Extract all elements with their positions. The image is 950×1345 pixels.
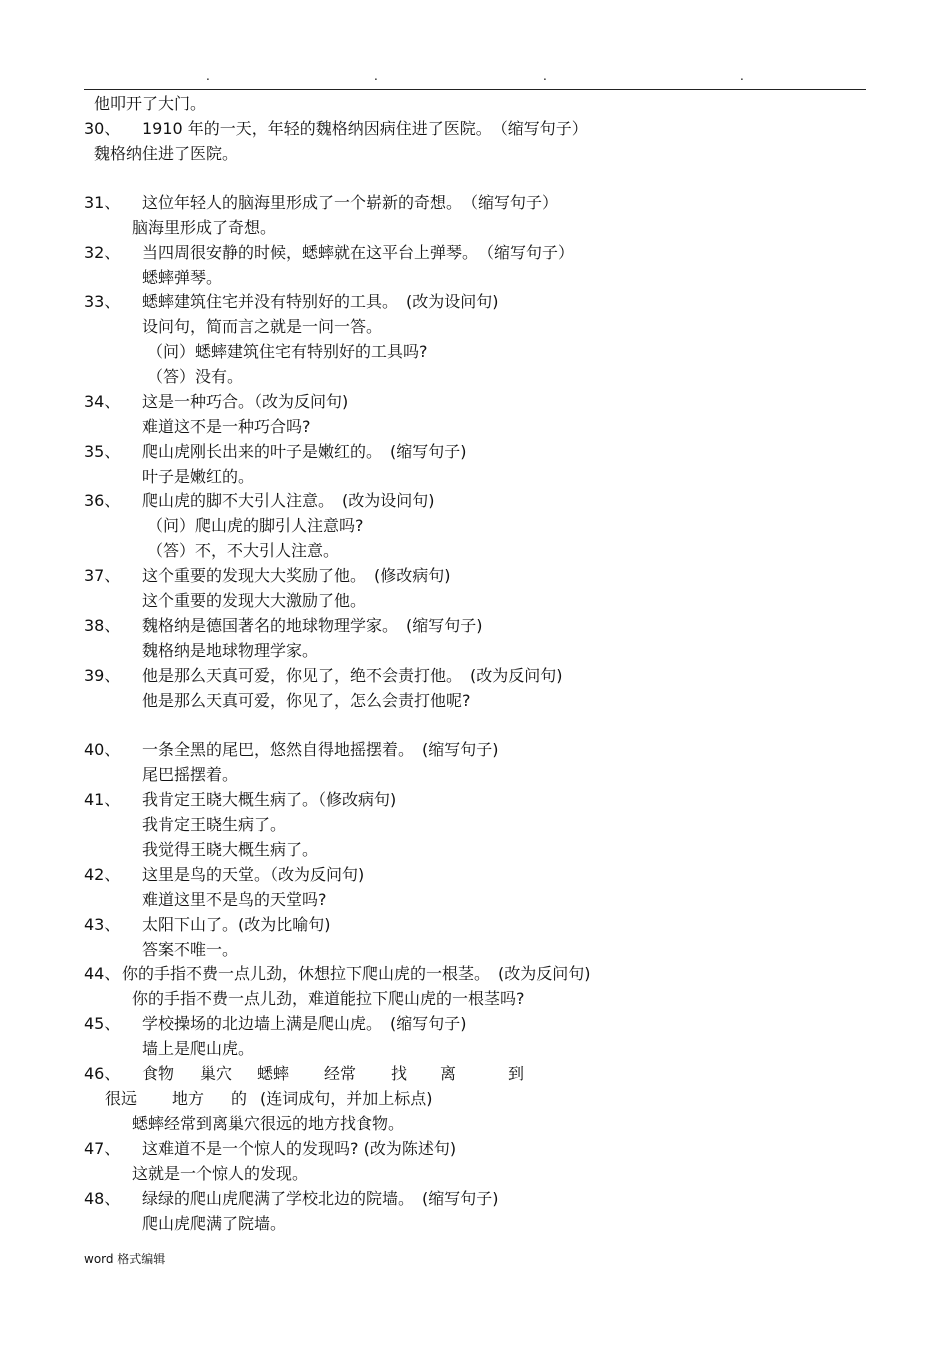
question-number: 46、 <box>84 1064 121 1083</box>
question-text: 这个重要的发现大大奖励了他。 (修改病句) <box>142 566 451 585</box>
answer-line: 魏格纳是地球物理学家。 <box>142 641 319 660</box>
question-number: 31、 <box>84 193 121 212</box>
answer-line: （答）不，不大引人注意。 <box>147 541 340 560</box>
question-instruction: (连词成句，并加上标点) <box>260 1089 433 1108</box>
header-dot: . <box>374 69 378 83</box>
question-number: 38、 <box>84 616 121 635</box>
word-token: 很远 <box>105 1089 138 1108</box>
continuation-line: 他叩开了大门。 <box>94 94 207 113</box>
answer-line: 他是那么天真可爱，你见了，怎么会责打他呢? <box>142 691 471 710</box>
question-number: 48、 <box>84 1189 121 1208</box>
answer-line: 尾巴摇摆着。 <box>142 765 239 784</box>
question-text: 绿绿的爬山虎爬满了学校北边的院墙。 (缩写句子) <box>142 1189 499 1208</box>
question-text: 1910 年的一天，年轻的魏格纳因病住进了医院。 （缩写句子） <box>142 119 588 138</box>
answer-line: 叶子是嫩红的。 <box>142 467 255 486</box>
question-text: 我肯定王晓大概生病了。（修改病句) <box>142 790 397 809</box>
question-text: 这里是鸟的天堂。（改为反问句) <box>142 865 365 884</box>
question-text: 这难道不是一个惊人的发现吗? (改为陈述句) <box>142 1139 457 1158</box>
answer-line: 爬山虎爬满了院墙。 <box>142 1214 287 1233</box>
answer-line: 脑海里形成了奇想。 <box>132 218 277 237</box>
header-dots <box>84 70 866 82</box>
answer-line: （问）爬山虎的脚引人注意吗? <box>147 516 364 535</box>
question-number: 43、 <box>84 915 121 934</box>
question-number: 30、 <box>84 119 121 138</box>
question-text: 魏格纳是德国著名的地球物理学家。 (缩写句子) <box>142 616 483 635</box>
word-token: 巢穴 <box>200 1064 233 1083</box>
question-number: 39、 <box>84 666 121 685</box>
question-number: 37、 <box>84 566 121 585</box>
question-number: 40、 <box>84 740 121 759</box>
answer-line: 蟋蟀弹琴。 <box>142 268 223 287</box>
question-number: 41、 <box>84 790 121 809</box>
question-number: 33、 <box>84 292 121 311</box>
question-text: 当四周很安静的时候，蟋蟀就在这平台上弹琴。 （缩写句子） <box>142 243 575 262</box>
question-text: 这位年轻人的脑海里形成了一个崭新的奇想。 （缩写句子） <box>142 193 559 212</box>
question-number: 36、 <box>84 491 121 510</box>
question-number: 35、 <box>84 442 121 461</box>
answer-line: 难道这里不是鸟的天堂吗? <box>142 890 327 909</box>
answer-line: 墙上是爬山虎。 <box>142 1039 255 1058</box>
answer-line: 我肯定王晓生病了。 <box>142 815 287 834</box>
answer-line: （问）蟋蟀建筑住宅有特别好的工具吗? <box>147 342 428 361</box>
answer-line: 蟋蟀经常到离巢穴很远的地方找食物。 <box>132 1114 405 1133</box>
word-token: 食物 <box>142 1064 175 1083</box>
word-token: 蟋蟀 <box>257 1064 290 1083</box>
question-text: 你的手指不费一点儿劲，休想拉下爬山虎的一根茎。 (改为反问句) <box>122 964 591 983</box>
question-text: 一条全黑的尾巴，悠然自得地摇摆着。 (缩写句子) <box>142 740 499 759</box>
word-token: 的 <box>231 1089 248 1108</box>
question-text: 学校操场的北边墙上满是爬山虎。 (缩写句子) <box>142 1014 467 1033</box>
answer-line: 设问句，简而言之就是一问一答。 <box>142 317 383 336</box>
answer-line: 答案不唯一。 <box>142 940 239 959</box>
question-number: 34、 <box>84 392 121 411</box>
question-number: 45、 <box>84 1014 121 1033</box>
question-text: 他是那么天真可爱，你见了，绝不会责打他。 (改为反问句) <box>142 666 563 685</box>
header-dot: . <box>206 69 210 83</box>
word-token: 到 <box>508 1064 525 1083</box>
answer-line: 这就是一个惊人的发现。 <box>132 1164 309 1183</box>
answer-line: 魏格纳住进了医院。 <box>94 144 239 163</box>
question-row-46 <box>0 1061 950 1086</box>
header-dot: . <box>740 69 744 83</box>
question-text: 蟋蟀建筑住宅并没有特别好的工具。 (改为设问句) <box>142 292 499 311</box>
answer-line: 你的手指不费一点儿劲，难道能拉下爬山虎的一根茎吗? <box>132 989 525 1008</box>
answer-line: 我觉得王晓大概生病了。 <box>142 840 319 859</box>
header-dot: . <box>543 69 547 83</box>
question-text: 太阳下山了。(改为比喻句) <box>142 915 331 934</box>
answer-line: 这个重要的发现大大激励了他。 <box>142 591 367 610</box>
question-text: 爬山虎刚长出来的叶子是嫩红的。 (缩写句子) <box>142 442 467 461</box>
word-token: 离 <box>440 1064 457 1083</box>
question-number: 47、 <box>84 1139 121 1158</box>
answer-line: 难道这不是一种巧合吗? <box>142 417 311 436</box>
question-row-46-cont <box>0 1086 950 1111</box>
header-rule <box>84 89 866 90</box>
page-footer: word 格式编辑 <box>84 1252 166 1266</box>
question-number: 42、 <box>84 865 121 884</box>
answer-line: （答）没有。 <box>147 367 244 386</box>
word-token: 找 <box>391 1064 408 1083</box>
question-number: 32、 <box>84 243 121 262</box>
word-token: 经常 <box>324 1064 357 1083</box>
question-number: 44、 <box>84 964 121 983</box>
question-text: 爬山虎的脚不大引人注意。 (改为设问句) <box>142 491 435 510</box>
question-text: 这是一种巧合。（改为反问句) <box>142 392 349 411</box>
word-token: 地方 <box>172 1089 205 1108</box>
